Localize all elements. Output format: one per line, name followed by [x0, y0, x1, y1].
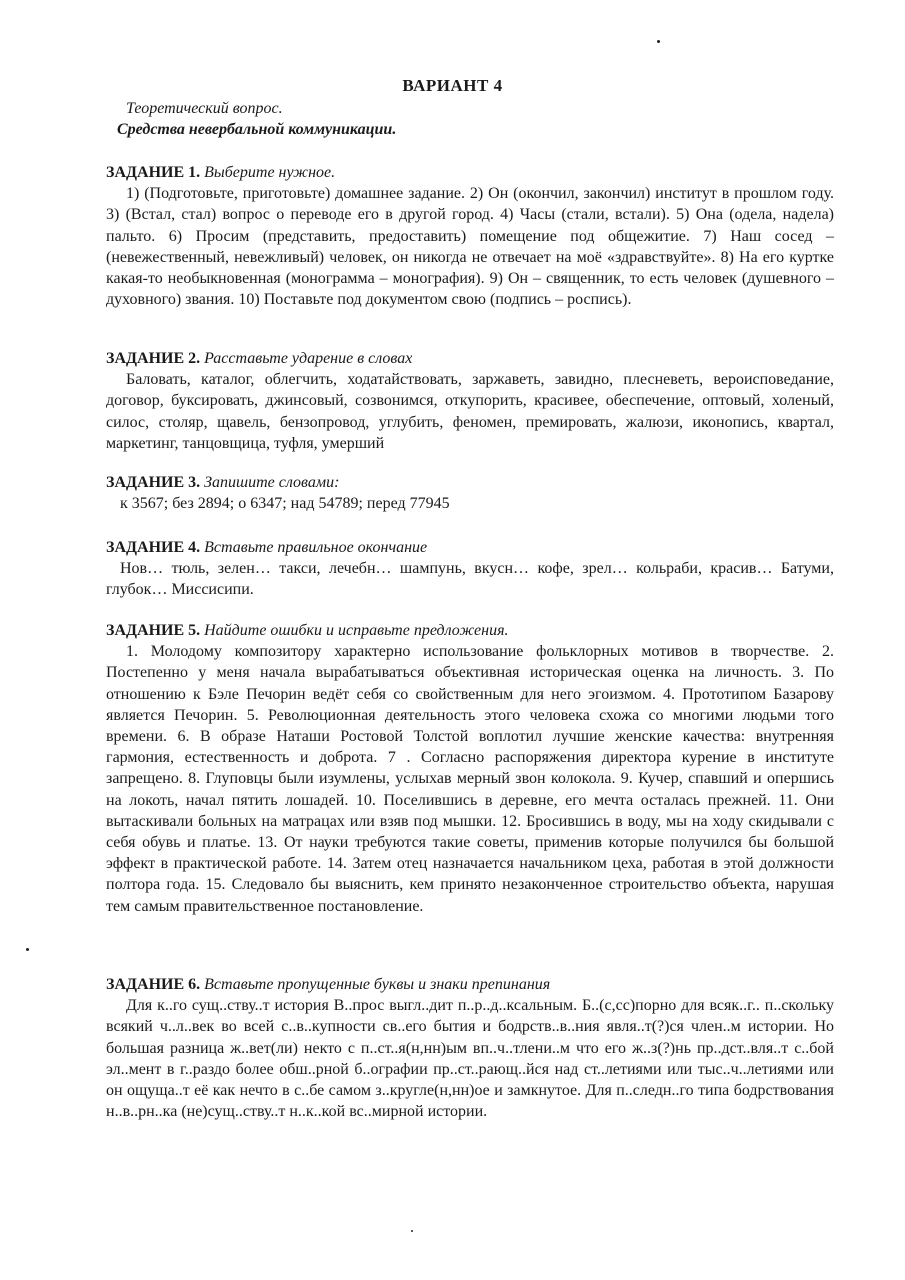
task-4: [106, 537, 834, 601]
task-heading: [106, 620, 834, 641]
task-number: ЗАДАНИЕ 6.: [106, 976, 201, 993]
task-heading: [106, 348, 834, 369]
task-body: Баловать, каталог, облегчить, ходатайствовать, заржаветь, завидно, плесневеть, вероисповедание, договор, буксировать, джинсовый, созвонимся, откупорить, красивее, обеспечение, оптовый, холеный, силос, столяр, щавель, бензопровод, углубить, феномен, премировать, жалюзи, иконопись, квартал, маркетинг, танцовщица, туфля, умерший: [106, 371, 834, 452]
task-body: к 3567; без 2894; о 6347; над 54789; перед 77945: [120, 495, 450, 513]
task-2: [106, 348, 834, 454]
task-number: ЗАДАНИЕ 3.: [106, 474, 201, 491]
task-body: Нов… тюль, зелен… такси, лечебн… шампунь, вкусн… кофе, зрел… кольраби, красив… Батуми, глубок… Миссисипи.: [106, 560, 834, 599]
task-instruction: Вставьте правильное окончание: [204, 539, 428, 556]
task-3: [106, 472, 834, 514]
theory-question-topic: Средства невербальной коммуникации.: [117, 121, 397, 138]
variant-title: ВАРИАНТ 4: [402, 76, 503, 95]
task-number: ЗАДАНИЕ 1.: [106, 164, 201, 181]
task-body: 1) (Подготовьте, приготовьте) домашнее задание. 2) Он (окончил, закончил) институт в прошлом году. 3) (Встал, стал) вопрос о переводе его в другой город. 4) Часы (стали, встали). 5) Она (одела, надела) пальто. 6) Просим (представить, предоставить) помещение под общежитие. 7) Наш сосед – (невежественный, невежливый) человек, он никогда не отвечает на моё «здравствуйте». 8) На его куртке какая-то необыкновенная (монограмма – монография). 9) Он – священник, то есть человек (душевного – духовного) звания. 10) Поставьте под документом свою (подпись – роспись).: [106, 185, 834, 309]
scan-speck: [411, 1230, 413, 1232]
task-instruction: Найдите ошибки и исправьте предложения.: [204, 622, 509, 639]
task-number: ЗАДАНИЕ 2.: [106, 350, 201, 367]
scan-speck: [657, 40, 660, 43]
task-instruction: Запишите словами:: [204, 474, 340, 491]
task-heading: [106, 472, 834, 493]
task-number: ЗАДАНИЕ 5.: [106, 622, 201, 639]
task-heading: [106, 537, 834, 558]
task-instruction: Выберите нужное.: [204, 164, 336, 181]
task-1: [106, 162, 834, 310]
task-instruction: Вставьте пропущенные буквы и знаки препинания: [204, 976, 551, 993]
scan-speck: [26, 948, 29, 951]
task-body: Для к..го сущ..ству..т история В..прос выгл..дит п..р..д..ксальным. Б..(с,сс)порно для всяк..г.. п..скольку всякий ч..л..век во всей с..в..купности св..его бытия и бодрств..в..ния явля..т(?)ся член..м истории. Но большая разница ж..вет(ли) некто с п..ст..я(н,нн)ым вп..ч..тлени..м что его ж..з(?)нь пр..дст..вля..т с..бой эл..мент в г..раздо более обш..рной б..ографии пр..ст..рающ..йся над ст..летиями или тыс..ч..летиями или он ощуща..т её как нечто в с..бе самом з..кругле(н,нн)ое и замкнутое. Для п..следн..го типа бодрствования н..в..рн..ка (не)сущ..ству..т н..к..кой вс..мирной истории.: [106, 997, 834, 1121]
task-heading: [106, 974, 834, 995]
task-number: ЗАДАНИЕ 4.: [106, 539, 201, 556]
task-6: [106, 974, 834, 1122]
task-body: 1. Молодому композитору характерно использование фольклорных мотивов в творчестве. 2. Постепенно у меня начала вырабатываться объективная историческая оценка на личность. 3. По отношению к Бэле Печорин ведёт себя со свойственным для него эгоизмом. 4. Прототипом Базарову является Печорин. 5. Революционная деятельность этого человека схожа со многими людьми того времени. 6. В образе Наташи Ростовой Толстой воплотил лучшие женские качества: внутренняя гармония, естественность и доброта. 7 . Согласно распоряжения директора курение в институте запрещено. 8. Глуповцы были изумлены, услыхав мерный звон колокола. 9. Кучер, спавший и опершись на локоть, начал пятить лошадей. 10. Поселившись в деревне, его мечта осталась прежней. 11. Они вытаскивали больных на матрацах или взяв под мышки. 12. Бросившись в воду, мы на ходу скидывали с себя обувь и платье. 13. От науки требуются такие советы, применив которые получился бы большой эффект в практической работе. 14. Затем отец назначается начальником цеха, работая в этой должности полтора года. 15. Следовало бы выяснить, кем принято незаконченное строительство объекта, нарушая тем самым правительственное постановление.: [106, 643, 834, 915]
task-5: [106, 620, 834, 917]
task-instruction: Расставьте ударение в словах: [204, 350, 413, 367]
theory-question-label: Теоретический вопрос.: [126, 100, 283, 117]
task-heading: [106, 162, 834, 183]
